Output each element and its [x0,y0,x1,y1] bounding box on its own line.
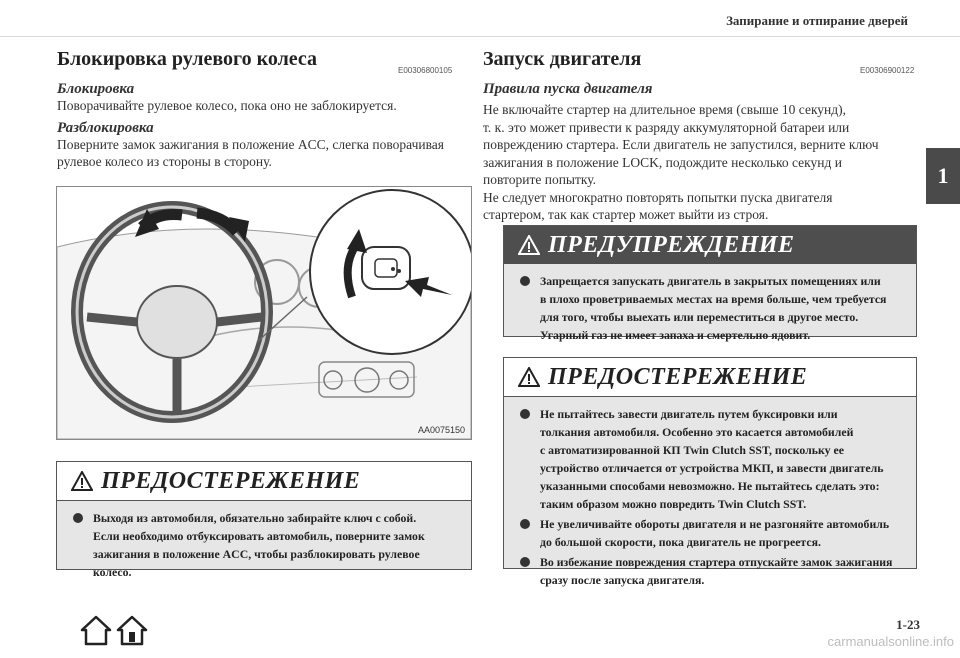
section-title-steering-lock: Блокировка рулевого колеса [57,48,318,70]
warning-line: Запрещается запускать двигатель в закрытых помещениях или [540,274,881,288]
caution-line: указанными способами невозможно. Не пытайтесь сделать это: [540,479,880,493]
caution-list [504,397,916,597]
text-line: Не следует многократно повторять попытки пуска двигателя [483,189,833,205]
warning-banner [504,226,916,264]
caution-line: устройство отличается от устройства МКП, и завести двигатель [540,461,884,475]
warning-item [518,272,906,344]
engine-start-text [483,101,923,224]
nav-icons [80,614,150,653]
text-line: зажигания в положение LOCK, подождите несколько секунд и [483,154,842,170]
rules-heading: Правила пуска двигателя [483,81,653,97]
caution-line: зажигания в положение ACC, чтобы разблокировать рулевое [93,547,420,561]
lock-text: Поворачивайте рулевое колесо, пока оно не заблокируется. [57,98,397,113]
section-code: E00306900122 [860,66,915,75]
caution-line: Если необходимо отбуксировать автомобиль, поверните замок [93,529,425,543]
section-code: E00306800105 [398,66,453,75]
caution-banner [57,462,471,501]
caution-line: толкания автомобиля. Особенно это касается автомобилей [540,425,854,439]
watermark: carmanualsonline.info [827,634,954,649]
figure-code: AA0075150 [417,425,465,435]
warning-list [504,264,916,352]
caution-item [518,553,906,589]
caution-line: Не увеличивайте обороты двигателя и не разгоняйте автомобиль [540,517,890,531]
warning-line: Угарный газ не имеет запаха и смертельно ядовит. [540,328,811,342]
caution-line: таким образом можно повредить Twin Clutch SST. [540,497,807,511]
text-line: повторите попытку. [483,172,597,187]
warning-line: для того, чтобы выехать или переместиться в другое место. [540,310,859,324]
warning-triangle-icon [518,367,540,387]
caution-title: ПРЕДОСТЕРЕЖЕНИЕ [101,467,361,494]
steering-figure [56,186,472,440]
caution-list [57,501,471,589]
caution-line: Во избежание повреждения стартера отпускайте замок зажигания [540,555,893,569]
text-line: стартером, так как стартер может выйти из строя. [483,207,769,222]
unlock-text-2: рулевое колесо из стороны в сторону. [57,154,272,169]
warning-line: в плохо проветриваемых местах на время больше, чем требуется [540,292,887,306]
warning-triangle-icon [518,235,540,255]
unlock-heading: Разблокировка [57,120,154,136]
warning-box [503,225,917,342]
caution-item [518,405,906,513]
caution-box-right [503,357,917,587]
text-line: т. к. это может привести к разряду аккумуляторной батареи или [483,119,850,135]
chapter-home-icon[interactable] [118,617,146,644]
warning-title: ПРЕДУПРЕЖДЕНИЕ [548,231,795,258]
caution-line: до большой скорости, пока двигатель не прогреется. [540,535,821,549]
caution-line: Выходя из автомобиля, обязательно забирайте ключ с собой. [93,511,417,525]
caution-item [518,515,906,551]
caution-box-left [56,461,472,579]
lock-heading: Блокировка [57,81,135,97]
caution-title: ПРЕДОСТЕРЕЖЕНИЕ [548,363,808,390]
home-icon[interactable] [82,617,110,644]
page-number: 1-23 [896,617,920,632]
caution-line: колесо. [93,565,132,579]
caution-item [71,509,461,581]
text-line: Не включайте стартер на длительное время (свыше 10 секунд), [483,102,847,117]
steering-wheel-illustration [57,187,471,439]
text-line: повреждению стартера. Если двигатель не запустился, верните ключ [483,137,879,152]
header-divider [0,36,960,37]
running-title: Запирание и отпирание дверей [726,13,908,28]
unlock-text-1: Поверните замок зажигания в положение ACC, слегка поворачивая [57,137,445,152]
section-title-engine-start: Запуск двигателя [483,48,642,70]
warning-triangle-icon [71,471,93,491]
caution-line: сразу после запуска двигателя. [540,573,705,587]
caution-line: с автоматизированной КП Twin Clutch SST, поскольку ее [540,443,844,457]
caution-banner [504,358,916,397]
caution-line: Не пытайтесь завести двигатель путем буксировки или [540,407,838,421]
chapter-tab[interactable]: 1 [926,148,960,204]
